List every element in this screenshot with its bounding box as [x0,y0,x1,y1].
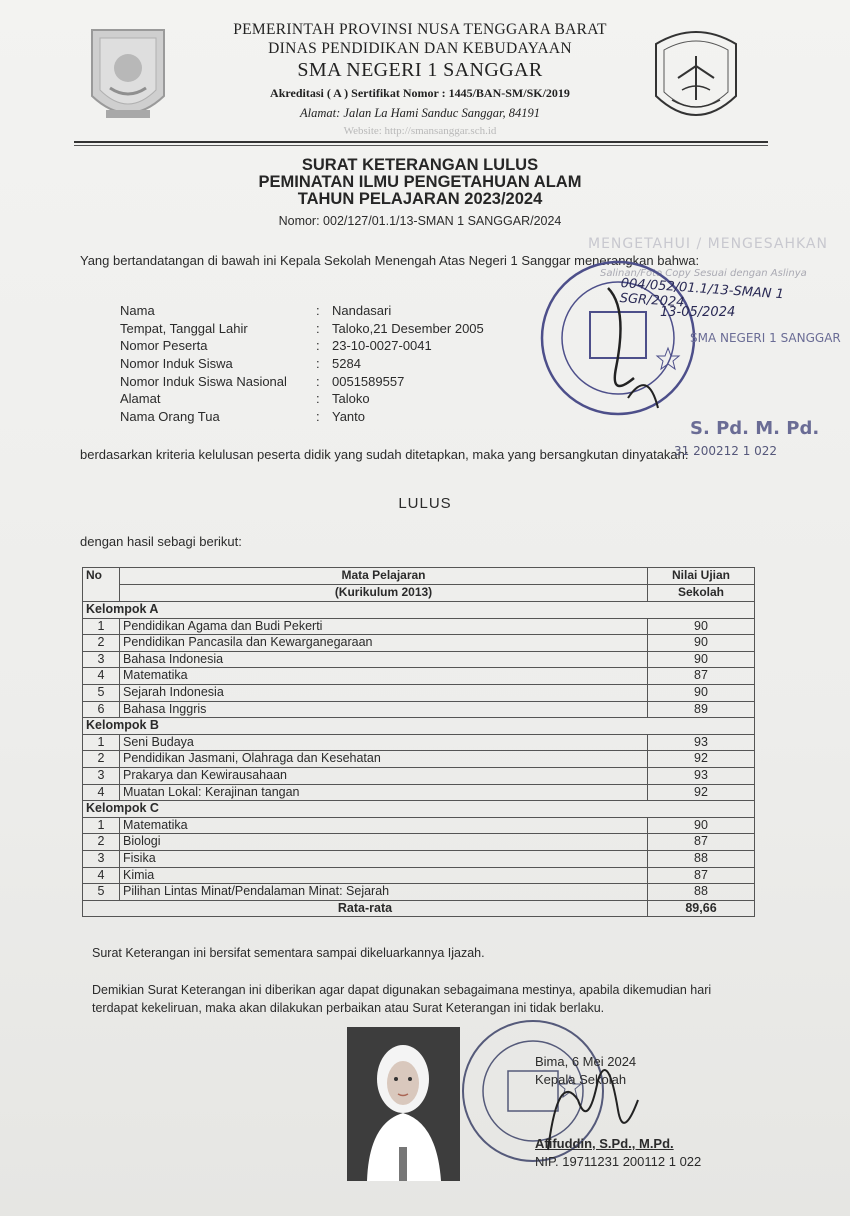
identity-label: Nama [120,303,155,318]
row-subject: Muatan Lokal: Kerajinan tangan [120,784,648,801]
legalization-date: 13-05/2024 [660,305,736,320]
row-score: 92 [648,784,755,801]
table-header-row [83,585,755,602]
table-row [83,635,755,652]
student-identity [120,302,484,426]
row-score: 87 [648,668,755,685]
row-score: 90 [648,618,755,635]
table-row [83,651,755,668]
results-intro: dengan hasil sebagi berikut: [80,534,242,549]
table-row [83,834,755,851]
statement-paragraph: berdasarkan kriteria kelulusan peserta didik yang sudah ditetapkan, maka yang bersangkutan dinyatakan: [80,447,689,462]
signature-name: Afifuddin, S.Pd., M.Pd. [535,1136,674,1151]
identity-colon: : [316,320,320,336]
identity-colon: : [316,409,320,425]
row-number: 1 [83,618,120,635]
identity-row [120,373,484,391]
row-score: 87 [648,867,755,884]
header-subject-sub: (Kurikulum 2013) [120,585,648,602]
row-score: 92 [648,751,755,768]
table-row [83,884,755,901]
row-score: 87 [648,834,755,851]
header-score: Nilai Ujian [648,568,755,585]
group-label: Kelompok B [83,718,755,735]
row-number: 1 [83,734,120,751]
legalization-number: 004/052/01.1/13-SMAN 1 SGR/2024 [619,276,785,311]
row-number: 2 [83,751,120,768]
row-number: 4 [83,668,120,685]
identity-value: Taloko [332,391,370,407]
identity-colon: : [316,303,320,318]
identity-colon: : [316,338,320,354]
document-title [150,157,690,208]
closing-paragraph: Demikian Surat Keterangan ini diberikan agar dapat digunakan sebagaimana mestinya, apabila dikemudian hari terdapat kekeliruan, maka akan dilakukan perbaikan atau Surat Keterangan ini tidak berlaku. [92,983,712,1015]
identity-label: Nomor Induk Siswa Nasional [120,373,287,389]
table-row [83,817,755,834]
document-number: Nomor: 002/127/01.1/13-SMAN 1 SANGGAR/2024 [278,214,562,228]
row-number: 3 [83,767,120,784]
row-score: 90 [648,635,755,652]
signature-position: Kepala Sekolah [535,1072,627,1087]
identity-value: 0051589557 [332,373,405,389]
identity-value: Taloko,21 Desember 2005 [332,320,484,336]
letterhead-department: DINAS PENDIDIKAN DAN KEBUDAYAAN [268,40,572,57]
row-score: 93 [648,734,755,751]
identity-label: Tempat, Tanggal Lahir [120,320,248,336]
row-subject: Prakarya dan Kewirausahaan [120,767,648,784]
intro-paragraph: Yang bertandatangan di bawah ini Kepala Sekolah Menengah Atas Negeri 1 Sanggar menerangkan bahwa: [80,253,700,268]
row-subject: Matematika [120,668,648,685]
row-subject: Bahasa Indonesia [120,651,648,668]
identity-label: Nomor Peserta [120,338,208,354]
group-row [83,718,755,735]
identity-row [120,355,484,373]
school-logo-icon [652,26,740,132]
group-row [83,602,755,619]
legalization-subtitle: Salinan/Foto Copy Sesuai dengan Aslinya [600,268,807,279]
table-row [83,701,755,718]
letterhead-website: Website: http://smansanggar.sch.id [343,125,497,137]
identity-label: Nama Orang Tua [120,409,220,425]
header-score-sub: Sekolah [648,585,755,602]
identity-value: 5284 [332,356,361,372]
identity-row [120,337,484,355]
title-line-2: PEMINATAN ILMU PENGETAHUAN ALAM [258,173,582,191]
row-score: 90 [648,684,755,701]
province-logo-icon [88,26,168,132]
identity-row [120,390,484,408]
table-row [83,668,755,685]
row-subject: Sejarah Indonesia [120,684,648,701]
row-subject: Seni Budaya [120,734,648,751]
identity-colon: : [316,391,320,407]
table-row [83,618,755,635]
signature-place-date: Bima, 6 Mei 2024 [535,1054,637,1069]
row-number: 3 [83,850,120,867]
header-subject: Mata Pelajaran [120,568,648,585]
row-subject: Pendidikan Agama dan Budi Pekerti [120,618,648,635]
letterhead-school: SMA NEGERI 1 SANGGAR [297,59,543,81]
identity-colon: : [316,356,320,372]
row-subject: Kimia [120,867,648,884]
identity-label: Alamat [120,391,161,407]
letterhead-address: Alamat: Jalan La Hami Sanduc Sanggar, 84191 [300,106,540,120]
result-status: LULUS [398,495,452,512]
identity-value: Nandasari [332,303,392,318]
letterhead-accreditation: Akreditasi ( A ) Sertifikat Nomor : 1445/BAN-SM/SK/2019 [270,86,570,100]
row-subject: Bahasa Inggris [120,701,648,718]
letterhead-rule [74,141,768,143]
grades-table [82,567,755,917]
legalization-name: S. Pd. M. Pd. [690,418,820,439]
group-label: Kelompok C [83,801,755,818]
row-subject: Biologi [120,834,648,851]
letterhead [180,20,660,139]
identity-colon: : [316,373,320,389]
table-row [83,767,755,784]
title-line-1: SURAT KETERANGAN LULUS [301,156,539,174]
table-row [83,784,755,801]
row-subject: Pilihan Lintas Minat/Pendalaman Minat: Sejarah [120,884,648,901]
student-photo [347,1027,460,1181]
title-line-3: TAHUN PELAJARAN 2023/2024 [297,190,543,208]
group-row [83,801,755,818]
row-subject: Fisika [120,850,648,867]
row-number: 1 [83,817,120,834]
legalization-nip: 31 200212 1 022 [674,444,778,458]
letterhead-government: PEMERINTAH PROVINSI NUSA TENGGARA BARAT [233,21,607,38]
temporary-note: Surat Keterangan ini bersifat sementara sampai dikeluarkannya Ijazah. [92,946,485,960]
average-value: 89,66 [648,900,755,917]
identity-row [120,408,484,426]
row-number: 5 [83,884,120,901]
signature-scribble [528,1040,658,1160]
average-row [83,900,755,917]
row-score: 88 [648,850,755,867]
average-label: Rata-rata [83,900,648,917]
row-score: 93 [648,767,755,784]
row-score: 90 [648,817,755,834]
row-number: 2 [83,635,120,652]
signature-nip: NIP. 19711231 200112 1 022 [535,1154,702,1169]
row-subject: Pendidikan Pancasila dan Kewarganegaraan [120,635,648,652]
legalization-header: MENGETAHUI / MENGESAHKAN [588,236,828,252]
header-no: No [83,568,120,602]
identity-value: 23-10-0027-0041 [332,338,432,354]
row-number: 6 [83,701,120,718]
legalization-school: SMA NEGERI 1 SANGGAR [690,331,841,345]
group-label: Kelompok A [83,602,755,619]
identity-row [120,320,484,338]
table-row [83,867,755,884]
identity-value: Yanto [332,409,366,425]
table-row [83,684,755,701]
row-number: 4 [83,867,120,884]
table-row [83,850,755,867]
row-score: 90 [648,651,755,668]
row-number: 2 [83,834,120,851]
row-subject: Matematika [120,817,648,834]
table-row [83,734,755,751]
row-number: 4 [83,784,120,801]
letterhead-rule-thin [74,145,768,146]
table-header-row [83,568,755,585]
row-number: 3 [83,651,120,668]
identity-row [120,302,484,320]
row-number: 5 [83,684,120,701]
row-score: 88 [648,884,755,901]
row-score: 89 [648,701,755,718]
identity-label: Nomor Induk Siswa [120,356,233,372]
table-row [83,751,755,768]
row-subject: Pendidikan Jasmani, Olahraga dan Kesehatan [120,751,648,768]
